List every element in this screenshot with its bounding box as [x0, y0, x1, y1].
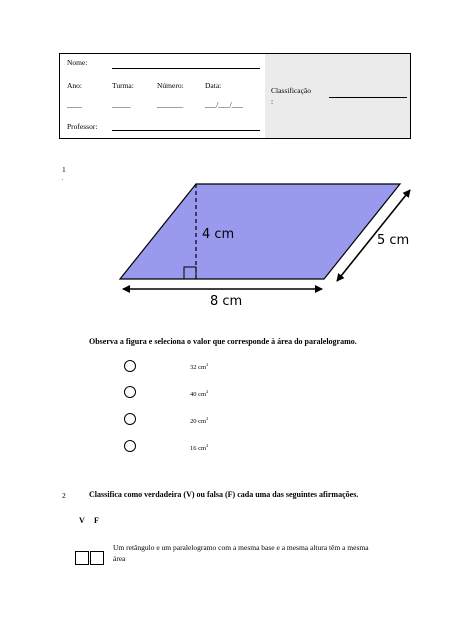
statement-1-f-checkbox[interactable] — [90, 551, 104, 565]
classificacao-field[interactable] — [329, 97, 407, 98]
classificacao-colon: : — [271, 97, 274, 106]
statement-1-line1: Um retângulo e um paralelogramo com a mesma base e a mesma altura têm a mesma — [113, 543, 369, 552]
q2-number: 2 — [62, 491, 66, 500]
v-column-label: V — [79, 516, 85, 525]
professor-field[interactable] — [112, 130, 260, 131]
option-label-2: 40 $cm^2$ — [190, 389, 209, 399]
f-column-label: F — [94, 516, 99, 525]
classificacao-label: Classificação — [271, 86, 311, 95]
q1-prompt: Observa a figura e seleciona o valor que corresponde à área do paralelogramo. — [89, 337, 357, 346]
option-radio-3[interactable] — [124, 413, 136, 425]
option-label-3: 20 $cm^2$ — [190, 416, 209, 426]
header-box — [59, 53, 411, 139]
date-field[interactable]: ___/___/___ — [205, 100, 243, 109]
q1-number: 1 — [62, 165, 66, 174]
numero-field[interactable]: _______ — [157, 100, 184, 109]
turma-field[interactable]: _____ — [112, 100, 131, 109]
q2-prompt: Classifica como verdadeira (V) ou falsa (F) cada uma das seguintes afirmações. — [89, 490, 359, 499]
statement-1-v-checkbox[interactable] — [75, 551, 89, 565]
parallelogram-figure — [110, 178, 420, 308]
numero-label: Número: — [157, 81, 184, 90]
name-label: Nome: — [67, 58, 88, 67]
option-label-4: 16 $cm^2$ — [190, 443, 209, 453]
statement-1-line2: área — [113, 554, 126, 563]
option-radio-2[interactable] — [124, 386, 136, 398]
name-field[interactable] — [112, 68, 260, 69]
base-label: 8 cm — [210, 294, 243, 308]
side-label: 5 cm — [377, 233, 410, 248]
grade-panel — [265, 54, 410, 138]
data-label: Data: — [205, 81, 222, 90]
height-label: 4 cm — [202, 227, 235, 242]
option-radio-1[interactable] — [124, 360, 136, 372]
option-label-1: 32 $cm^2$ — [190, 362, 209, 372]
parallelogram-shape — [120, 184, 400, 279]
professor-label: Professor: — [67, 122, 98, 131]
ano-field[interactable]: ____ — [67, 100, 82, 109]
turma-label: Turma: — [112, 81, 134, 90]
ano-label: Ano: — [67, 81, 82, 90]
q1-dot: . — [62, 176, 64, 182]
option-radio-4[interactable] — [124, 440, 136, 452]
